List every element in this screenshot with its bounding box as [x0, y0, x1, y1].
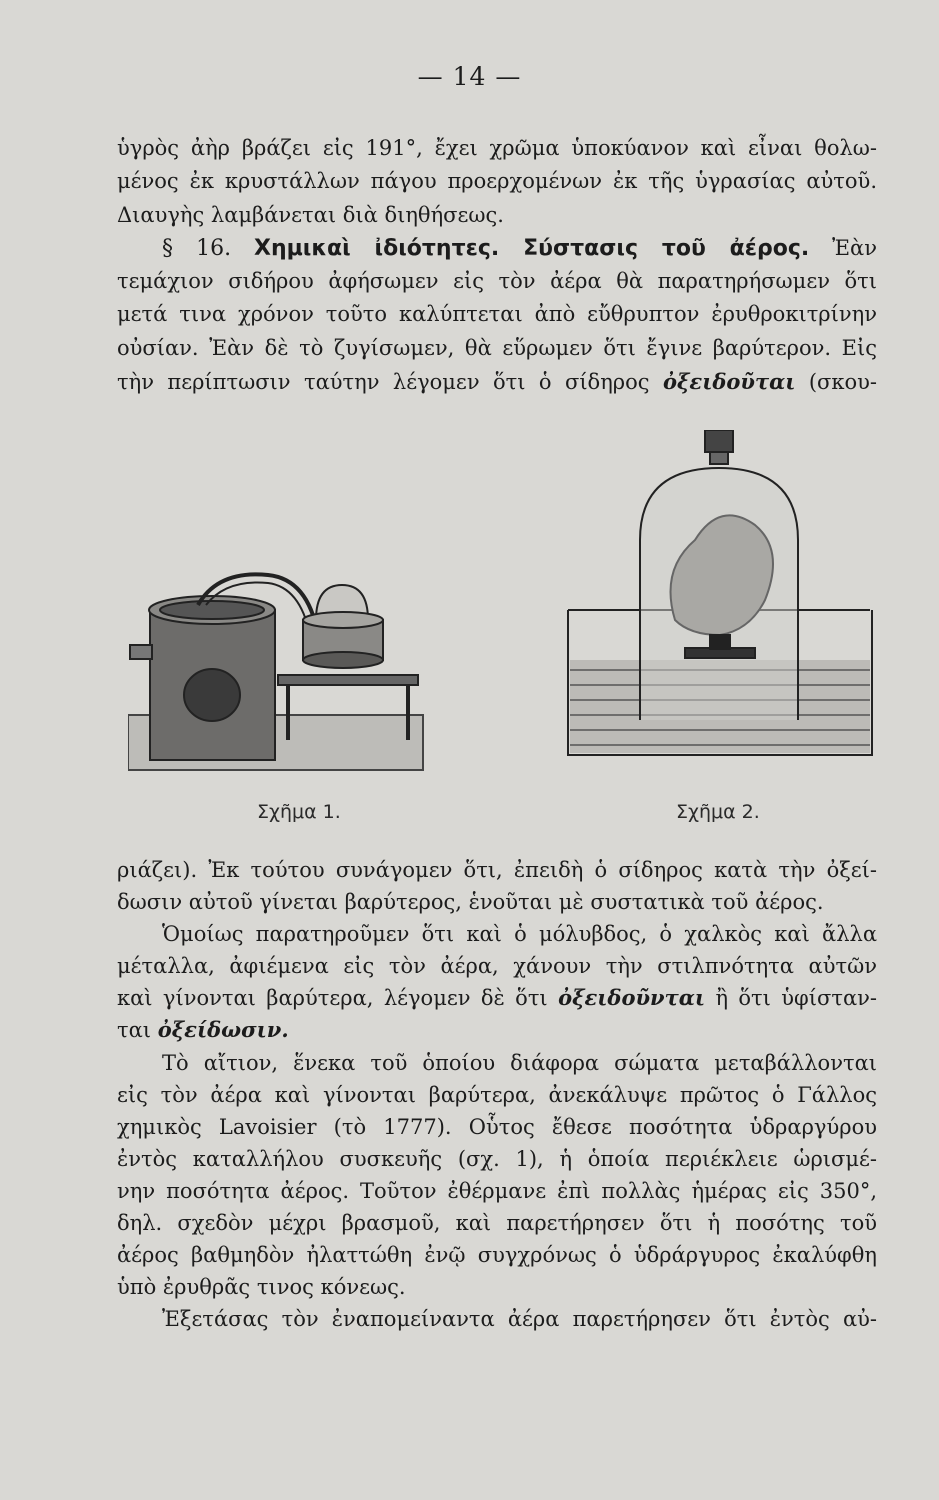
text-span: καὶ γίνονται βαρύτερα, λέγομεν δὲ ὅτι — [117, 986, 548, 1011]
bottom-text-block — [117, 854, 877, 1335]
text-line: δωσιν αὐτοῦ γίνεται βαρύτερος, ἑνοῦται μὲ συστατικὰ τοῦ ἀέρος. — [117, 890, 824, 915]
section-heading-line — [117, 232, 877, 265]
text-line: Διαυγὴς λαμβάνεται διὰ διηθήσεως. — [117, 202, 504, 227]
figure-1-caption: Σχῆμα 1. — [257, 801, 341, 823]
figure-2-bell-jar — [560, 430, 878, 775]
emphasis-term: ὀξειδοῦται — [662, 369, 796, 395]
text-line: δηλ. σχεδὸν μέχρι βρασμοῦ, καὶ παρετήρησεν ὅτι ἡ ποσότης τοῦ — [117, 1211, 877, 1236]
text-line: νην ποσότητα ἀέρος. Τοῦτον ἐθέρμανε ἐπὶ πολλὰς ἡμέρας εἰς 350°, — [117, 1178, 877, 1203]
text-line: μέταλλα, ἀφιέμενα εἰς τὸν ἀέρα, χάνουν τὴν στιλπνότητα αὐτῶν — [117, 954, 877, 979]
top-text-block — [117, 132, 877, 399]
text-line: τεμάχιον σιδήρου ἀφήσωμεν εἰς τὸν ἀέρα θὰ παρατηρήσωμεν ὅτι — [117, 269, 877, 294]
section-number: § 16. — [162, 235, 232, 261]
text-span: Ἐὰν — [832, 235, 877, 260]
text-span: (σκου- — [808, 370, 878, 395]
emphasis-term: ὀξειδοῦνται — [558, 985, 706, 1011]
text-span: ται — [117, 1018, 152, 1043]
text-line — [117, 1014, 877, 1046]
text-line: ριάζει). Ἐκ τούτου συνάγομεν ὅτι, ἐπειδὴ ὁ σίδηρος κατὰ τὴν ὀξεί- — [117, 858, 877, 882]
text-line — [117, 365, 877, 399]
text-line: ἀέρος βαθμηδὸν ἠλαττώθη ἐνῷ συγχρόνως ὁ ὑδράργυρος ἐκαλύφθη — [117, 1243, 877, 1268]
text-line: εἰς τὸν ἀέρα καὶ γίνονται βαρύτερα, ἀνεκάλυψε πρῶτος ὁ Γάλλος — [117, 1082, 877, 1107]
text-line: μένος ἐκ κρυστάλλων πάγου προερχομένων ἐκ τῆς ὑγρασίας αὐτοῦ. — [117, 169, 877, 194]
emphasis-term: ὀξείδωσιν. — [157, 1017, 289, 1043]
text-span: ἢ ὅτι ὑφίσταν- — [715, 986, 877, 1011]
text-line: μετά τινα χρόνον τοῦτο καλύπτεται ἀπὸ εὔθρυπτον ἐρυθροκιτρίνην — [117, 302, 877, 327]
figure-2-caption: Σχῆμα 2. — [676, 801, 760, 823]
text-line: ὑπὸ ἐρυθρᾶς τινος κόνεως. — [117, 1275, 406, 1300]
text-line — [117, 982, 877, 1014]
text-line: ἐντὸς καταλλήλου συσκευῆς (σχ. 1), ἡ ὁποία περιέκλειε ὡρισμέ- — [117, 1146, 877, 1171]
figure-1-apparatus — [128, 565, 430, 775]
text-line: Τὸ αἴτιον, ἕνεκα τοῦ ὁποίου διάφορα σώματα μεταβάλλονται — [162, 1050, 877, 1075]
text-line: Ἐξετάσας τὸν ἐναπομείναντα ἀέρα παρετήρησεν ὅτι ἐντὸς αὐ- — [162, 1307, 877, 1332]
page-number: — 14 — — [417, 62, 522, 91]
text-line: χημικὸς Lavoisier (τὸ 1777). Οὗτος ἔθεσε ποσότητα ὑδραργύρου — [117, 1114, 877, 1139]
text-line: Ὁμοίως παρατηροῦμεν ὅτι καὶ ὁ μόλυβδος, ὁ χαλκὸς καὶ ἄλλα — [162, 922, 877, 947]
text-line: ὑγρὸς ἀὴρ βράζει εἰς 191°, ἔχει χρῶμα ὑποκύανον καὶ εἶναι θολω- — [117, 136, 877, 160]
text-span: τὴν περίπτωσιν ταύτην λέγομεν ὅτι ὁ σίδηρος — [117, 370, 650, 395]
section-title: Χημικαὶ ἰδιότητες. Σύστασις τοῦ ἀέρος. — [253, 235, 810, 261]
text-line: οὐσίαν. Ἐὰν δὲ τὸ ζυγίσωμεν, θὰ εὕρωμεν ὅτι ἔγινε βαρύτερον. Εἰς — [117, 335, 877, 360]
